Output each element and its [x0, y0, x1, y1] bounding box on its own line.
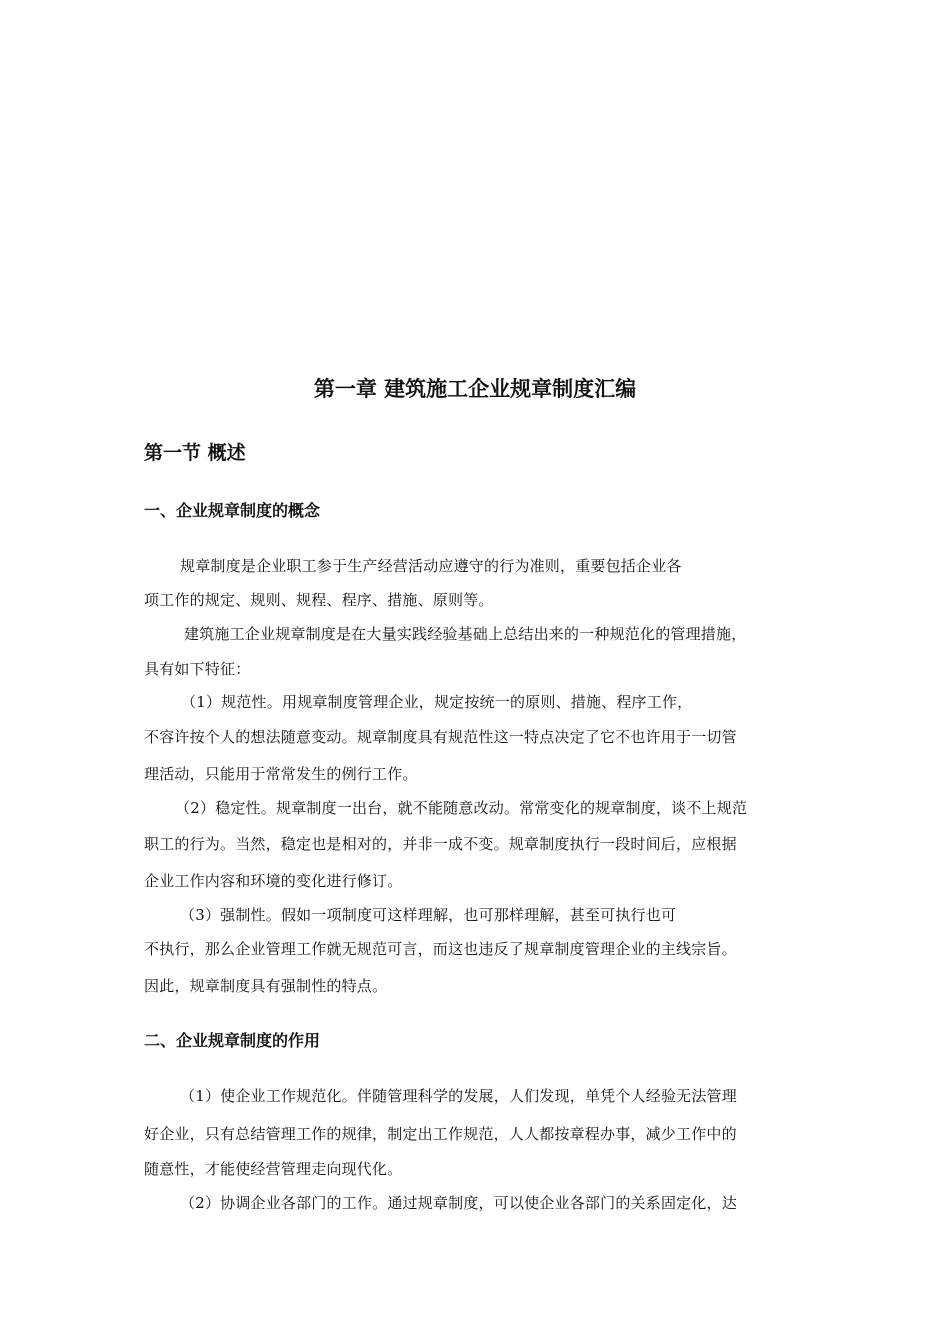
section-title: 第一节 概述: [144, 442, 246, 464]
paragraph-line: 理活动，只能用于常常发生的例行工作。: [144, 765, 418, 783]
paragraph-line: 因此，规章制度具有强制性的特点。: [144, 977, 388, 995]
paragraph-line: 不容许按个人的想法随意变动。规章制度具有规范性这一特点决定了它不也许用于一切管: [144, 728, 737, 746]
paragraph-line: （2）稳定性。规章制度一出台，就不能随意改动。常常变化的规章制度，谈不上规范: [175, 799, 748, 817]
paragraph-line: （1）使企业工作规范化。伴随管理科学的发展，人们发现，单凭个人经验无法管理: [180, 1087, 737, 1105]
subsection-title-2: 二、企业规章制度的作用: [144, 1031, 321, 1050]
paragraph-line: 项工作的规定、规则、规程、程序、措施、原则等。: [144, 591, 494, 609]
paragraph-line: 不执行，那么企业管理工作就无规范可言，而这也违反了规章制度管理企业的主线宗旨。: [144, 940, 737, 958]
paragraph-line: 随意性，才能使经营管理走向现代化。: [144, 1160, 403, 1178]
subsection-title-1: 一、企业规章制度的概念: [144, 501, 321, 520]
paragraph-line: 具有如下特征：: [144, 660, 251, 678]
paragraph-line: 规章制度是企业职工参于生产经营活动应遵守的行为准则，重要包括企业各: [180, 557, 682, 575]
chapter-title: 第一章 建筑施工企业规章制度汇编: [313, 376, 637, 401]
paragraph-line: 职工的行为。当然，稳定也是相对的，并非一成不变。规章制度执行一段时间后，应根据: [144, 835, 737, 853]
paragraph-line: 好企业，只有总结管理工作的规律，制定出工作规范，人人都按章程办事，减少工作中的: [144, 1125, 737, 1143]
paragraph-line: 建筑施工企业规章制度是在大量实践经验基础上总结出来的一种规范化的管理措施，: [184, 625, 747, 643]
paragraph-line: （3）强制性。假如一项制度可这样理解，也可那样理解，甚至可执行也可: [180, 906, 677, 924]
paragraph-line: 企业工作内容和环境的变化进行修订。: [144, 872, 403, 890]
paragraph-line: （2）协调企业各部门的工作。通过规章制度，可以使企业各部门的关系固定化，达: [180, 1194, 737, 1212]
paragraph-line: （1）规范性。用规章制度管理企业，规定按统一的原则、措施、程序工作，: [181, 693, 693, 711]
